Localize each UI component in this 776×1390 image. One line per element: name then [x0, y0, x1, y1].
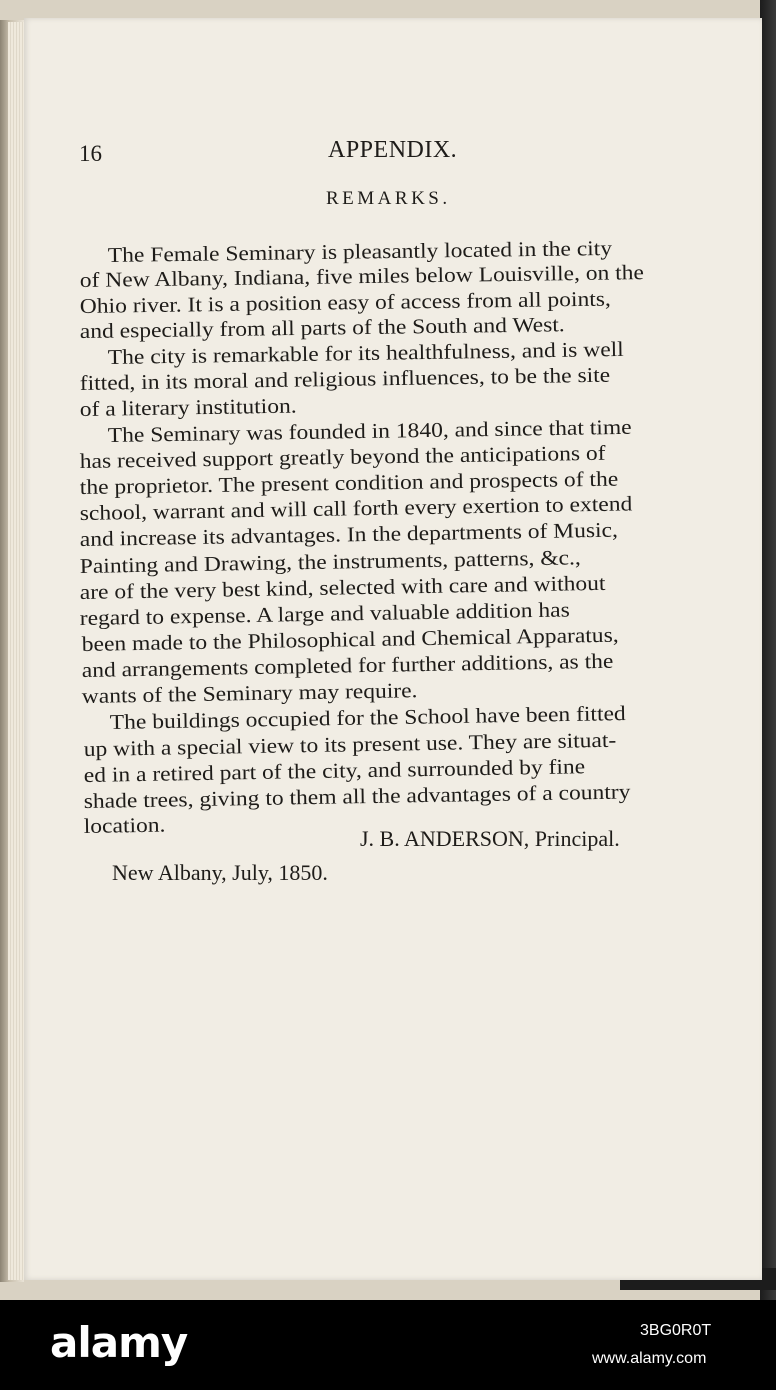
- text-line: of New Albany, Indiana, five miles below Louisville, on the: [79, 260, 645, 293]
- text-line: been made to the Philosophical and Chemical Apparatus,: [81, 622, 619, 657]
- text-line: Painting and Drawing, the instruments, patterns, &c.,: [79, 545, 581, 579]
- text-line: fitted, in its moral and religious influences, to be the site: [79, 362, 611, 396]
- watermark-url: www.alamy.com: [592, 1350, 707, 1367]
- text-line: and arrangements completed for further additions, as the: [81, 648, 614, 683]
- text-line: The Seminary was founded in 1840, and since that time: [107, 414, 632, 448]
- text-line: The city is remarkable for its healthfulness, and is well: [107, 336, 624, 370]
- text-line: wants of the Seminary may require.: [81, 678, 418, 709]
- signature-line: J. B. ANDERSON, Principal.: [360, 826, 620, 851]
- cover-edge: [760, 0, 776, 1300]
- text-line: The Female Seminary is pleasantly located in the city: [107, 235, 613, 268]
- text-line: up with a special view to its present use. They are situat-: [83, 727, 617, 762]
- text-line: location.: [83, 812, 166, 839]
- watermark-image-id: 3BG0R0T: [640, 1322, 712, 1339]
- text-line: has received support greatly beyond the anticipations of: [79, 440, 606, 474]
- text-line: and especially from all parts of the South and West.: [79, 312, 565, 344]
- text-line: ed in a retired part of the city, and surrounded by fine: [83, 754, 586, 788]
- page-number: 16: [79, 141, 102, 166]
- text-line: Ohio river. It is a position easy of access from all points,: [79, 286, 611, 319]
- text-line: regard to expense. A large and valuable addition has: [79, 597, 570, 631]
- text-line: are of the very best kind, selected with care and without: [79, 570, 606, 605]
- text-line: shade trees, giving to them all the advantages of a country: [83, 779, 631, 814]
- text-line: school, warrant and will call forth every exertion to extend: [79, 491, 633, 526]
- text-line: and increase its advantages. In the departments of Music,: [79, 517, 619, 552]
- watermark-logo: alamy: [50, 1318, 188, 1367]
- text-line: of a literary institution.: [79, 393, 297, 422]
- dateline: New Albany, July, 1850.: [112, 860, 328, 885]
- text-line: the proprietor. The present condition and prospects of the: [79, 466, 619, 500]
- running-head: APPENDIX.: [328, 137, 458, 163]
- section-heading: REMARKS.: [326, 188, 451, 209]
- text-line: The buildings occupied for the School have been fitted: [109, 700, 626, 735]
